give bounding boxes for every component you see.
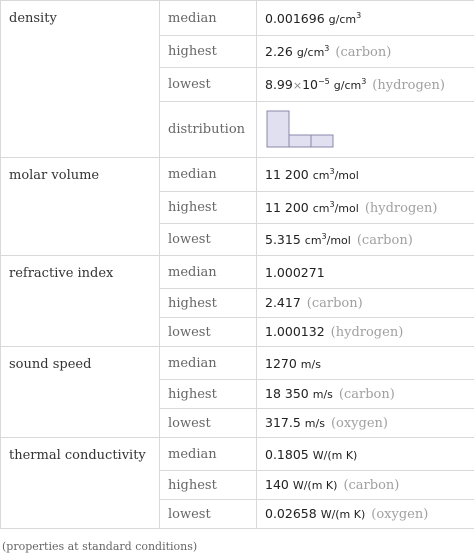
stat-label: median bbox=[160, 158, 257, 192]
table-row bbox=[1, 1, 474, 36]
distribution-histogram bbox=[265, 109, 337, 151]
times-sign: × bbox=[292, 78, 303, 92]
molar-volume-lowest-cell bbox=[257, 224, 474, 256]
element-note: (hydrogen) bbox=[364, 200, 438, 216]
refractive-index-lowest-value: 1.000132 bbox=[265, 324, 325, 339]
sound-speed-highest-cell bbox=[257, 380, 474, 409]
element-note: (carbon) bbox=[356, 232, 413, 248]
footer-note: (properties at standard conditions) bbox=[2, 540, 198, 553]
stat-label: lowest bbox=[160, 318, 257, 347]
stat-label: highest bbox=[160, 380, 257, 409]
density-lowest-exponent: −5 bbox=[317, 76, 330, 86]
unit: $cm^3$/mol bbox=[304, 231, 351, 247]
table-row bbox=[1, 438, 474, 471]
refractive-index-median-value: 1.000271 bbox=[265, 264, 325, 280]
table-row bbox=[1, 347, 474, 380]
stat-label: highest bbox=[160, 192, 257, 224]
table-row bbox=[1, 158, 474, 192]
property-label-density: density bbox=[1, 1, 160, 158]
refractive-index-highest-value: 2.417 bbox=[265, 295, 301, 310]
density-highest-cell bbox=[257, 36, 474, 68]
unit: $g/cm^3$ bbox=[296, 43, 330, 59]
table-row bbox=[1, 256, 474, 289]
stat-label: median bbox=[160, 347, 257, 380]
thermal-conductivity-lowest-cell bbox=[257, 500, 474, 529]
density-median-value: 0.001696 bbox=[265, 10, 325, 26]
thermal-conductivity-highest-value: 140 bbox=[265, 477, 289, 492]
element-note: (hydrogen) bbox=[372, 77, 445, 93]
density-lowest-mantissa: 8.99 bbox=[265, 76, 293, 92]
unit: m/s bbox=[312, 388, 333, 401]
element-note: (carbon) bbox=[343, 478, 400, 493]
sound-speed-lowest-cell bbox=[257, 409, 474, 438]
molar-volume-median-cell bbox=[257, 158, 474, 192]
sound-speed-lowest-value: 317.5 bbox=[265, 415, 301, 430]
element-note: (oxygen) bbox=[330, 416, 388, 431]
stat-label: median bbox=[160, 1, 257, 36]
stat-label: median bbox=[160, 256, 257, 289]
density-highest-value: 2.26 bbox=[265, 43, 293, 59]
element-note: (oxygen) bbox=[371, 507, 429, 522]
property-label-sound-speed: sound speed bbox=[1, 347, 160, 438]
histogram-bar bbox=[267, 111, 289, 147]
thermal-conductivity-median-value: 0.1805 bbox=[265, 446, 309, 462]
element-note: (carbon) bbox=[338, 387, 395, 402]
sound-speed-median-value: 1270 bbox=[265, 355, 297, 371]
stat-label: lowest bbox=[160, 224, 257, 256]
density-median-cell bbox=[257, 1, 474, 36]
thermal-conductivity-highest-cell bbox=[257, 471, 474, 500]
histogram-bar bbox=[311, 135, 333, 147]
sound-speed-highest-value: 18 350 bbox=[265, 386, 309, 401]
unit: W/(m K) bbox=[292, 479, 338, 492]
refractive-index-median-cell bbox=[257, 256, 474, 289]
density-distribution-cell bbox=[257, 102, 474, 158]
density-lowest-cell bbox=[257, 68, 474, 102]
property-label-thermal-conductivity: thermal conductivity bbox=[1, 438, 160, 529]
stat-label: lowest bbox=[160, 409, 257, 438]
stat-label: highest bbox=[160, 471, 257, 500]
molar-volume-median-value: 11 200 bbox=[265, 167, 309, 182]
stat-label: lowest bbox=[160, 68, 257, 102]
molar-volume-highest-cell bbox=[257, 192, 474, 224]
stat-label: highest bbox=[160, 36, 257, 68]
unit: $cm^3$/mol bbox=[312, 199, 359, 215]
unit: W/(m K) bbox=[312, 448, 358, 462]
element-note: (carbon) bbox=[335, 44, 392, 60]
thermal-conductivity-median-cell bbox=[257, 438, 474, 471]
density-lowest-base: 10 bbox=[302, 76, 318, 92]
refractive-index-highest-cell bbox=[257, 289, 474, 318]
unit: m/s bbox=[304, 417, 325, 430]
stat-label: highest bbox=[160, 289, 257, 318]
element-note: (carbon) bbox=[306, 296, 363, 311]
property-label-molar-volume: molar volume bbox=[1, 158, 160, 256]
molar-volume-lowest-value: 5.315 bbox=[265, 231, 301, 247]
stat-label: lowest bbox=[160, 500, 257, 529]
unit: $cm^3$/mol bbox=[312, 167, 359, 182]
element-note: (hydrogen) bbox=[330, 325, 404, 340]
unit: W/(m K) bbox=[320, 508, 366, 521]
molar-volume-highest-value: 11 200 bbox=[265, 199, 309, 215]
stat-label: median bbox=[160, 438, 257, 471]
sound-speed-median-cell bbox=[257, 347, 474, 380]
property-label-refractive-index: refractive index bbox=[1, 256, 160, 347]
unit: m/s bbox=[300, 357, 321, 371]
unit: $g/cm^3$ bbox=[333, 76, 367, 92]
refractive-index-lowest-cell bbox=[257, 318, 474, 347]
histogram-bar bbox=[289, 135, 311, 147]
stat-label: distribution bbox=[160, 102, 257, 158]
unit: $g/cm^3$ bbox=[328, 10, 362, 26]
thermal-conductivity-lowest-value: 0.02658 bbox=[265, 506, 317, 521]
